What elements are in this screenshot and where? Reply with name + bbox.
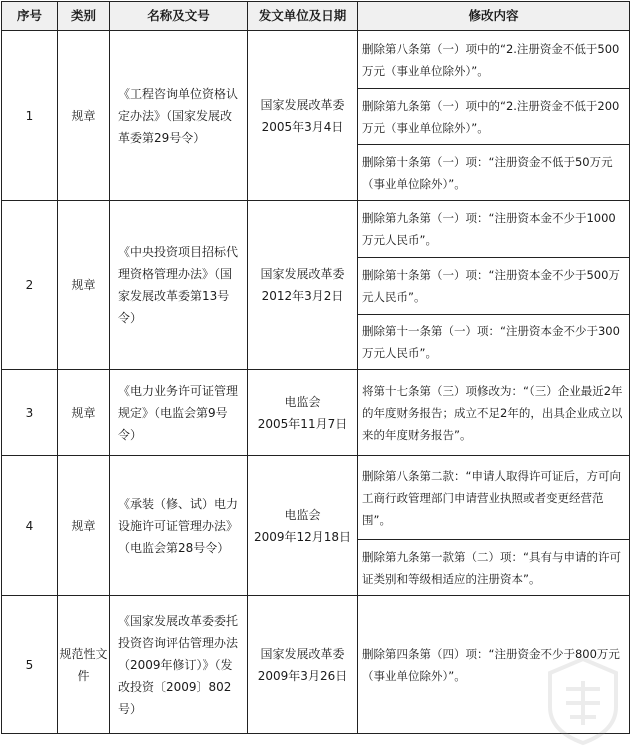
table-row [2, 201, 630, 258]
header-category: 类别 [58, 2, 110, 31]
table-row [2, 596, 630, 734]
row-date: 2012年3月2日 [261, 289, 344, 303]
row-name: 《中央投资项目招标代理资格管理办法》（国家发展改革委第13号令） [110, 201, 248, 370]
row-issuer-date [248, 201, 358, 370]
row-category: 规章 [58, 31, 110, 201]
header-no: 序号 [2, 2, 58, 31]
row-category: 规范性文件 [58, 596, 110, 734]
row-date: 2009年3月26日 [257, 668, 348, 683]
row-no: 2 [2, 201, 58, 370]
row-no: 1 [2, 31, 58, 201]
row-date: 2005年3月4日 [261, 119, 344, 134]
row-no: 5 [2, 596, 58, 734]
change-item: 删除第十一条第（一）项：“注册资本金不少于300万元人民币”。 [358, 315, 630, 370]
row-no: 3 [2, 370, 58, 456]
row-issuer: 电监会 [284, 507, 321, 522]
row-issuer-date [248, 596, 358, 734]
row-issuer: 电监会 [284, 394, 321, 409]
change-item: 删除第八条第（一）项中的“2.注册资金不低于500万元（事业单位除外）”。 [358, 31, 630, 89]
row-name: 《承装（修、试）电力设施许可证管理办法》（电监会第28号令） [110, 456, 248, 596]
change-item: 删除第四条第（四）项：“注册资金不少于800万元（事业单位除外）”。 [358, 596, 630, 734]
header-name: 名称及文号 [110, 2, 248, 31]
row-date: 2005年11月7日 [257, 416, 348, 431]
header-changes: 修改内容 [358, 2, 630, 31]
table-row [2, 456, 630, 540]
row-name: 《国家发展改革委委托投资咨询评估管理办法（2009年修订）》（发改投资〔2009〕802号） [110, 596, 248, 734]
change-item: 删除第十条第（一）项：“注册资本金不少于500万元人民币”。 [358, 258, 630, 315]
row-issuer: 国家发展改革委 [260, 267, 345, 281]
row-issuer-date [248, 456, 358, 596]
change-item: 删除第十条第（一）项：“注册资金不低于50万元（事业单位除外）”。 [358, 145, 630, 201]
row-no: 4 [2, 456, 58, 596]
table-row [2, 370, 630, 456]
change-item: 删除第九条第（一）项：“注册资本金不少于1000万元人民币”。 [358, 201, 630, 258]
row-issuer: 国家发展改革委 [260, 97, 345, 112]
row-category: 规章 [58, 456, 110, 596]
row-category: 规章 [58, 370, 110, 456]
change-item: 将第十七条第（三）项修改为：“（三）企业最近2年的年度财务报告；成立不足2年的，出具企业成立以来的年度财务报告”。 [358, 370, 630, 456]
row-name: 《工程咨询单位资格认定办法》（国家发展改革委第29号令） [110, 31, 248, 201]
amendment-table [1, 1, 630, 734]
header-issuer-date: 发文单位及日期 [248, 2, 358, 31]
change-item: 删除第九条第一款第（二）项：“具有与申请的许可证类别和等级相适应的注册资本”。 [358, 540, 630, 596]
change-item: 删除第九条第（一）项中的“2.注册资金不低于200万元（事业单位除外）”。 [358, 89, 630, 145]
change-item: 删除第八条第二款：“申请人取得许可证后，方可向工商行政管理部门申请营业执照或者变更经营范围”。 [358, 456, 630, 540]
row-issuer-date [248, 31, 358, 201]
row-name: 《电力业务许可证管理规定》（电监会第9号令） [110, 370, 248, 456]
header-row [2, 2, 630, 31]
row-date: 2009年12月18日 [253, 529, 352, 544]
row-issuer-date [248, 370, 358, 456]
table-row [2, 31, 630, 89]
row-issuer: 国家发展改革委 [260, 646, 345, 661]
row-category: 规章 [58, 201, 110, 370]
